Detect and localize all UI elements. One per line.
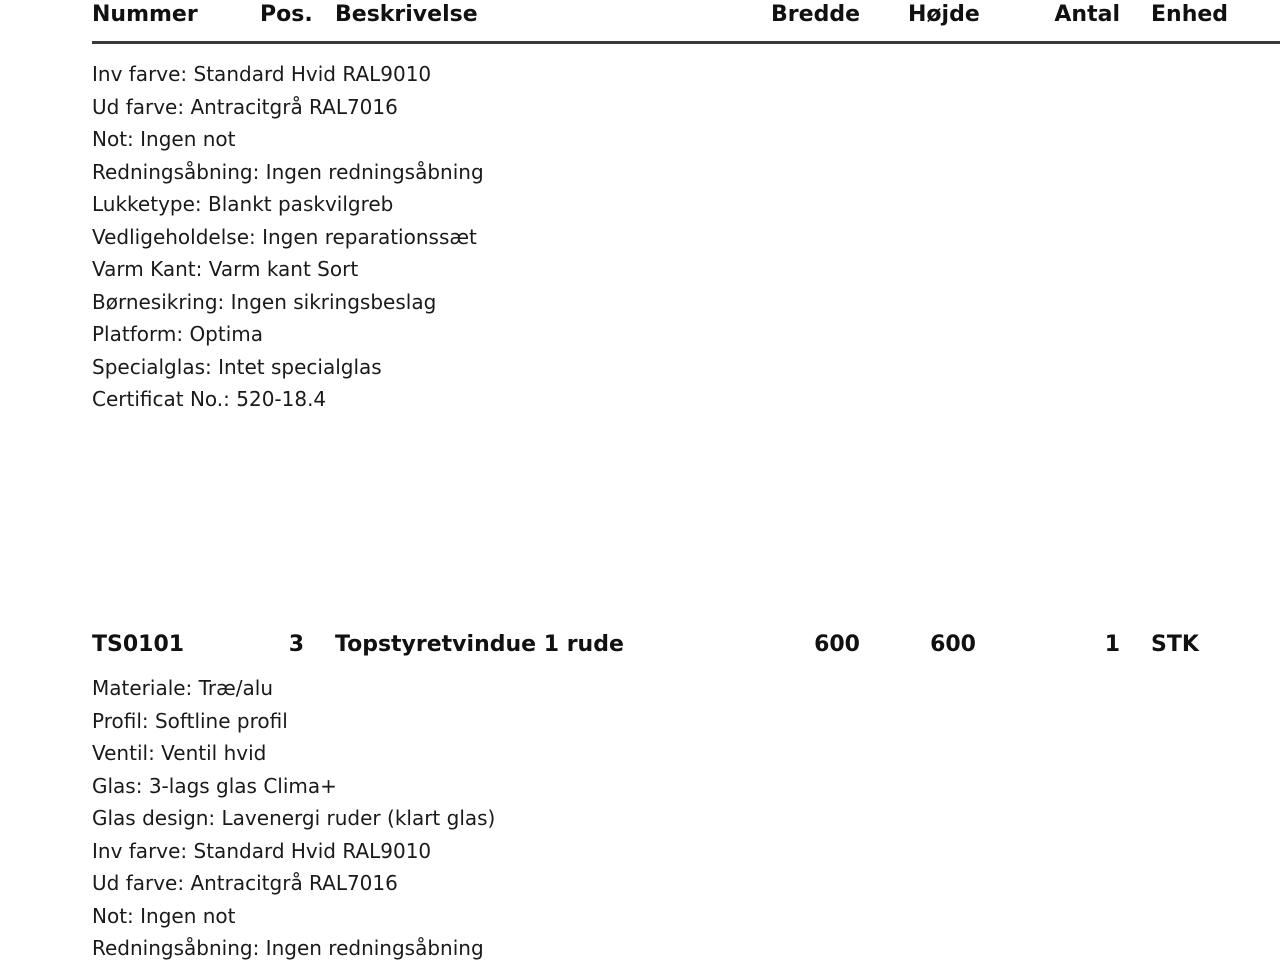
item-properties-list <box>92 672 495 965</box>
property-line: Not: Ingen not <box>92 127 236 151</box>
header-antal: Antal <box>1054 2 1120 27</box>
item-pos: 3 <box>288 632 304 657</box>
item-bredde: 600 <box>814 632 860 657</box>
item-row <box>0 628 1280 662</box>
property-line: Glas: 3-lags glas Clima+ <box>92 773 337 798</box>
table-header <box>0 0 1280 30</box>
header-pos: Pos. <box>260 2 313 27</box>
item-antal: 1 <box>1104 632 1120 657</box>
header-nummer: Nummer <box>92 2 198 27</box>
item-beskrivelse: Topstyretvindue 1 rude <box>335 632 624 657</box>
property-line: Profil: Softline profil <box>92 708 288 733</box>
property-line: Ventil: Ventil hvid <box>92 741 267 765</box>
item-enhed: STK <box>1151 632 1199 657</box>
property-line: Glas design: Lavenergi ruder (klart glas) <box>92 806 496 830</box>
property-line: Redningsåbning: Ingen redningsåbning <box>92 159 484 184</box>
item-hojde: 600 <box>930 632 976 657</box>
property-line: Inv farve: Standard Hvid RAL9010 <box>92 838 432 863</box>
property-line: Not: Ingen not <box>92 903 236 928</box>
property-line: Redningsåbning: Ingen redningsåbning <box>92 936 484 960</box>
property-line: Materiale: Træ/alu <box>92 676 274 700</box>
property-line: Certificat No.: 520-18.4 <box>92 387 327 411</box>
property-line: Vedligeholdelse: Ingen reparationssæt <box>92 224 477 249</box>
property-line: Varm Kant: Varm kant Sort <box>92 257 359 281</box>
item-nummer: TS0101 <box>92 632 185 657</box>
property-line: Platform: Optima <box>92 322 264 346</box>
property-line: Børnesikring: Ingen sikringsbeslag <box>92 289 437 314</box>
property-line: Ud farve: Antracitgrå RAL7016 <box>92 94 398 119</box>
property-line: Inv farve: Standard Hvid RAL9010 <box>92 62 432 86</box>
header-hojde: Højde <box>908 2 980 27</box>
header-bredde: Bredde <box>771 2 860 27</box>
property-line: Ud farve: Antracitgrå RAL7016 <box>92 871 398 895</box>
item-properties-list <box>92 58 484 416</box>
header-divider <box>92 41 1280 44</box>
property-line: Lukketype: Blankt paskvilgreb <box>92 192 394 216</box>
header-enhed: Enhed <box>1151 2 1229 27</box>
header-beskrivelse: Beskrivelse <box>335 2 478 27</box>
property-line: Specialglas: Intet specialglas <box>92 354 382 379</box>
